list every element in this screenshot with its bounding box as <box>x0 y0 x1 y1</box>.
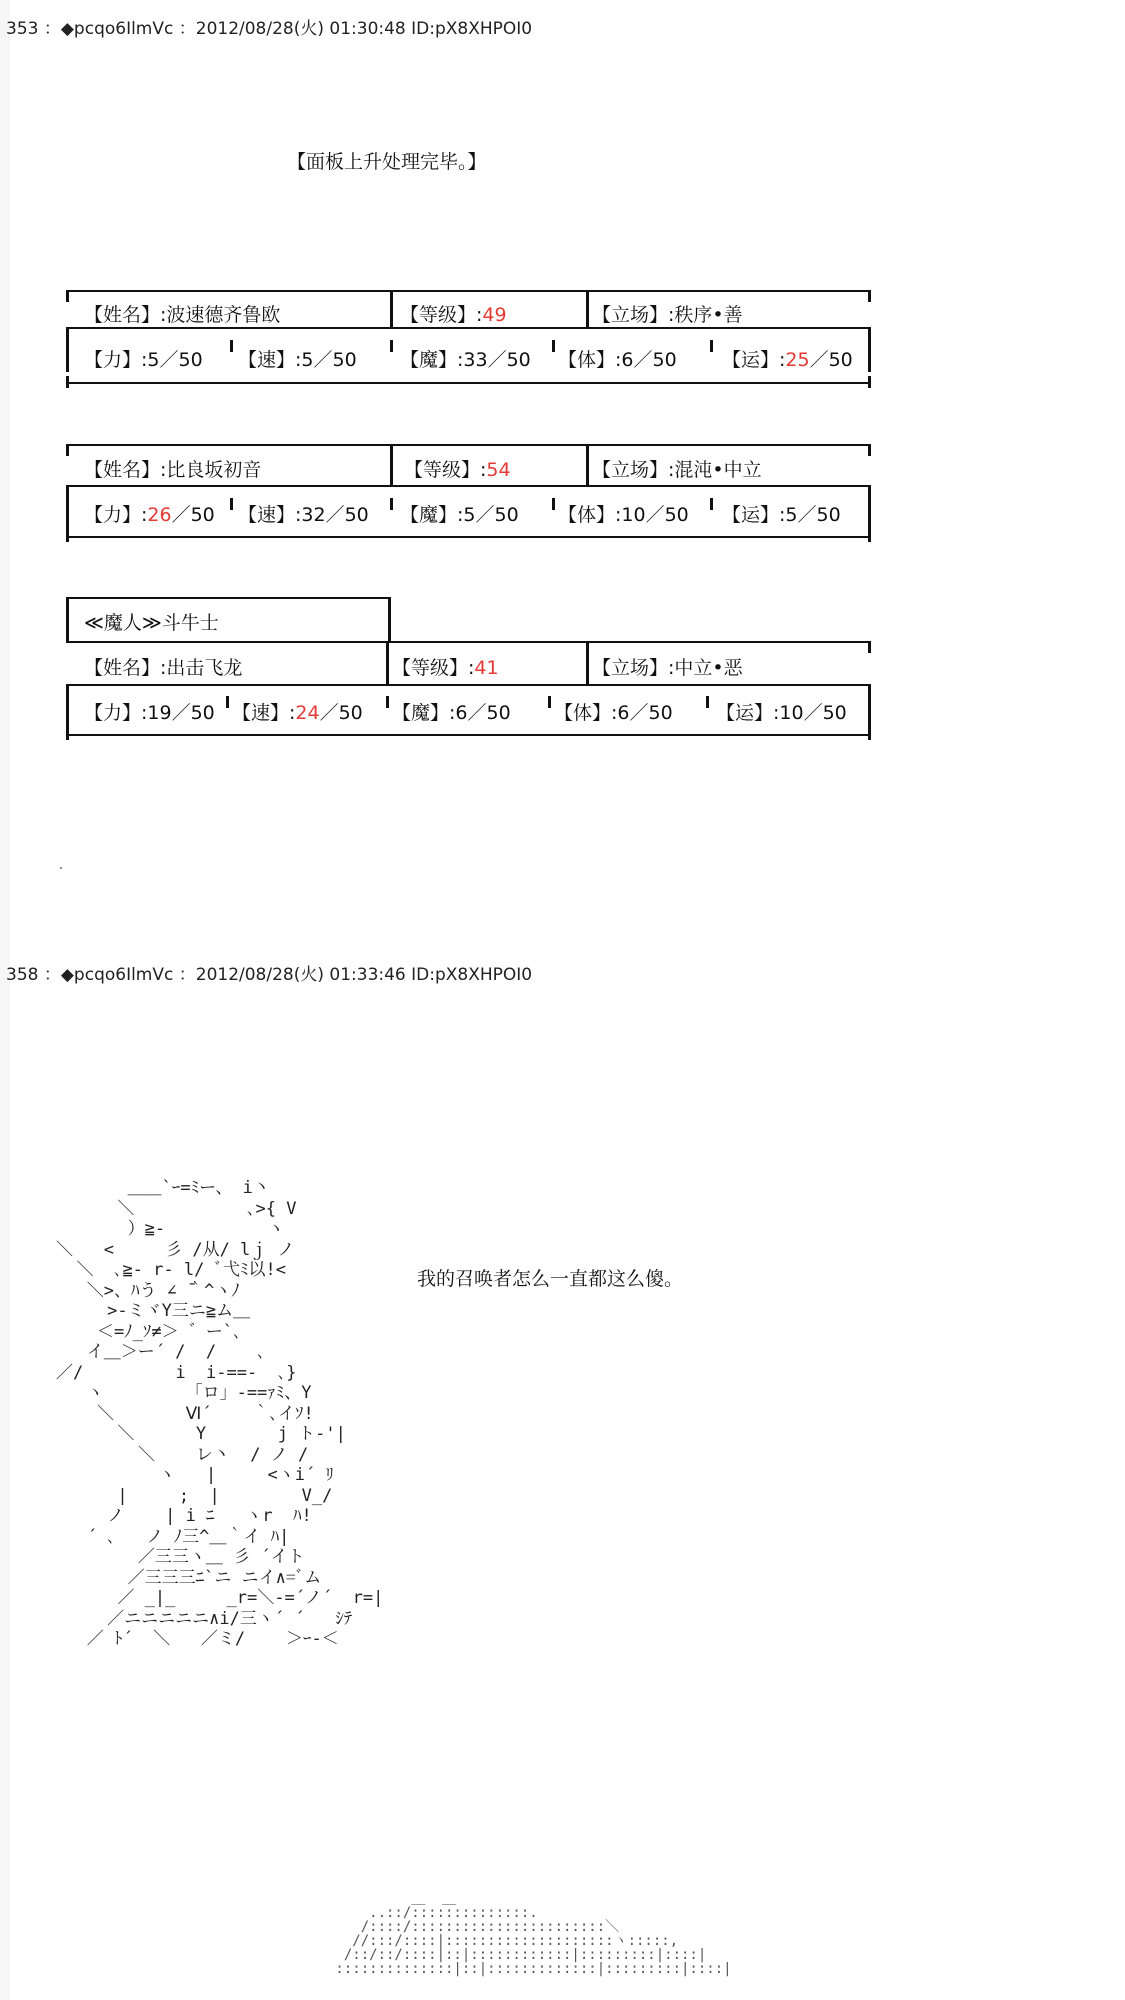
stat-power: 【力】:26／50 <box>84 504 215 526</box>
stat-power: 【力】:19／50 <box>84 702 215 724</box>
name-field: 【姓名】:出击飞龙 <box>84 657 243 679</box>
stat-luck: 【运】:10／50 <box>716 702 847 724</box>
stat-body: 【体】:10／50 <box>558 504 689 526</box>
stat-magic: 【魔】:6／50 <box>392 702 511 724</box>
level-field: 【等级】:41 <box>392 657 499 679</box>
stat-magic: 【魔】:33／50 <box>400 349 531 371</box>
speech-text: 我的召唤者怎么一直都这么傻。 <box>417 1268 684 1290</box>
alignment-field: 【立场】:混沌•中立 <box>592 459 762 481</box>
alignment-field: 【立场】:中立•恶 <box>592 657 743 679</box>
card-subtitle: ≪魔人≫斗牛士 <box>84 612 219 634</box>
ascii-art-second: ＿ ＿ ..::/::::::::::::::. /::::/:::::::::::::::::::::::＼ //:::/::::|::::::::::::::::::::ヽ:::::, /::/::/::::|::|::::::::::::|:::::::::|::::| ::::::::::::::|::|:::::::::::::|:::::::::|::::| <box>335 1891 732 1977</box>
post-header: 353 ：◆pcqo6IlmVc ：2012/08/28(火) 01:30:48 ID:pX8XHPOI0 <box>6 19 533 39</box>
stat-luck: 【运】:5／50 <box>722 504 841 526</box>
stat-speed: 【速】:24／50 <box>232 702 363 724</box>
panel-update-notice: 【面板上升处理完毕。】 <box>287 151 487 173</box>
page-edge <box>0 0 10 2000</box>
stat-body: 【体】:6／50 <box>554 702 673 724</box>
name-field: 【姓名】:比良坂初音 <box>84 459 262 481</box>
stat-speed: 【速】:32／50 <box>238 504 369 526</box>
stray-dot <box>60 867 62 869</box>
level-field: 【等级】:49 <box>400 304 507 326</box>
alignment-field: 【立场】:秩序•善 <box>592 304 743 326</box>
ascii-art-character: ＿＿`ｰ=ﾐー、 i丶 ＼ ､>{ V ）≧- ヽ ＼ < 彡 /从/ lｊ ノ ＼ ､≧- r- l/ ﾞ弋ﾐ以!< ＼>、ﾊう ∠ ̄｀^ヽﾉ >-ミヾY三ニ≧ム＿ ＜=ﾉ_ｿ≠＞ ゛ー`､ イ＿＞ー´ / / ､ ／/ i i-==- ､} ヽ 「ロ」-==ｧﾐ、Y ＼ Ⅵ´ ｀､イｿ! ＼ Y j ト-'| ＼ レ丶 / ノ / ヽ | <ヽi´ ﾘ | ; | V_/ ノ | i ﾆ ヽr ﾊ! ´ ､ ノ ﾉ三^＿｀イ ﾊ| ／三三ヽ＿ 彡 ´イト ／三三三ﾆ`ニ ニイ∧=ﾞム ／ _|_ _r=＼-=´ノ´ r=| ／ニニニニニ∧i/三ヽ´ ´ ｼﾃ ／ ﾄ´ ＼ ／ミ/ ＞ｰ-＜ <box>56 1178 384 1649</box>
stat-magic: 【魔】:5／50 <box>400 504 519 526</box>
name-field: 【姓名】:波速德齐鲁欧 <box>84 304 281 326</box>
stat-luck: 【运】:25／50 <box>722 349 853 371</box>
stat-power: 【力】:5／50 <box>84 349 203 371</box>
stat-speed: 【速】:5／50 <box>238 349 357 371</box>
level-field: 【等级】:54 <box>404 459 511 481</box>
stat-body: 【体】:6／50 <box>558 349 677 371</box>
post-header: 358 ：◆pcqo6IlmVc ：2012/08/28(火) 01:33:46 ID:pX8XHPOI0 <box>6 965 533 985</box>
